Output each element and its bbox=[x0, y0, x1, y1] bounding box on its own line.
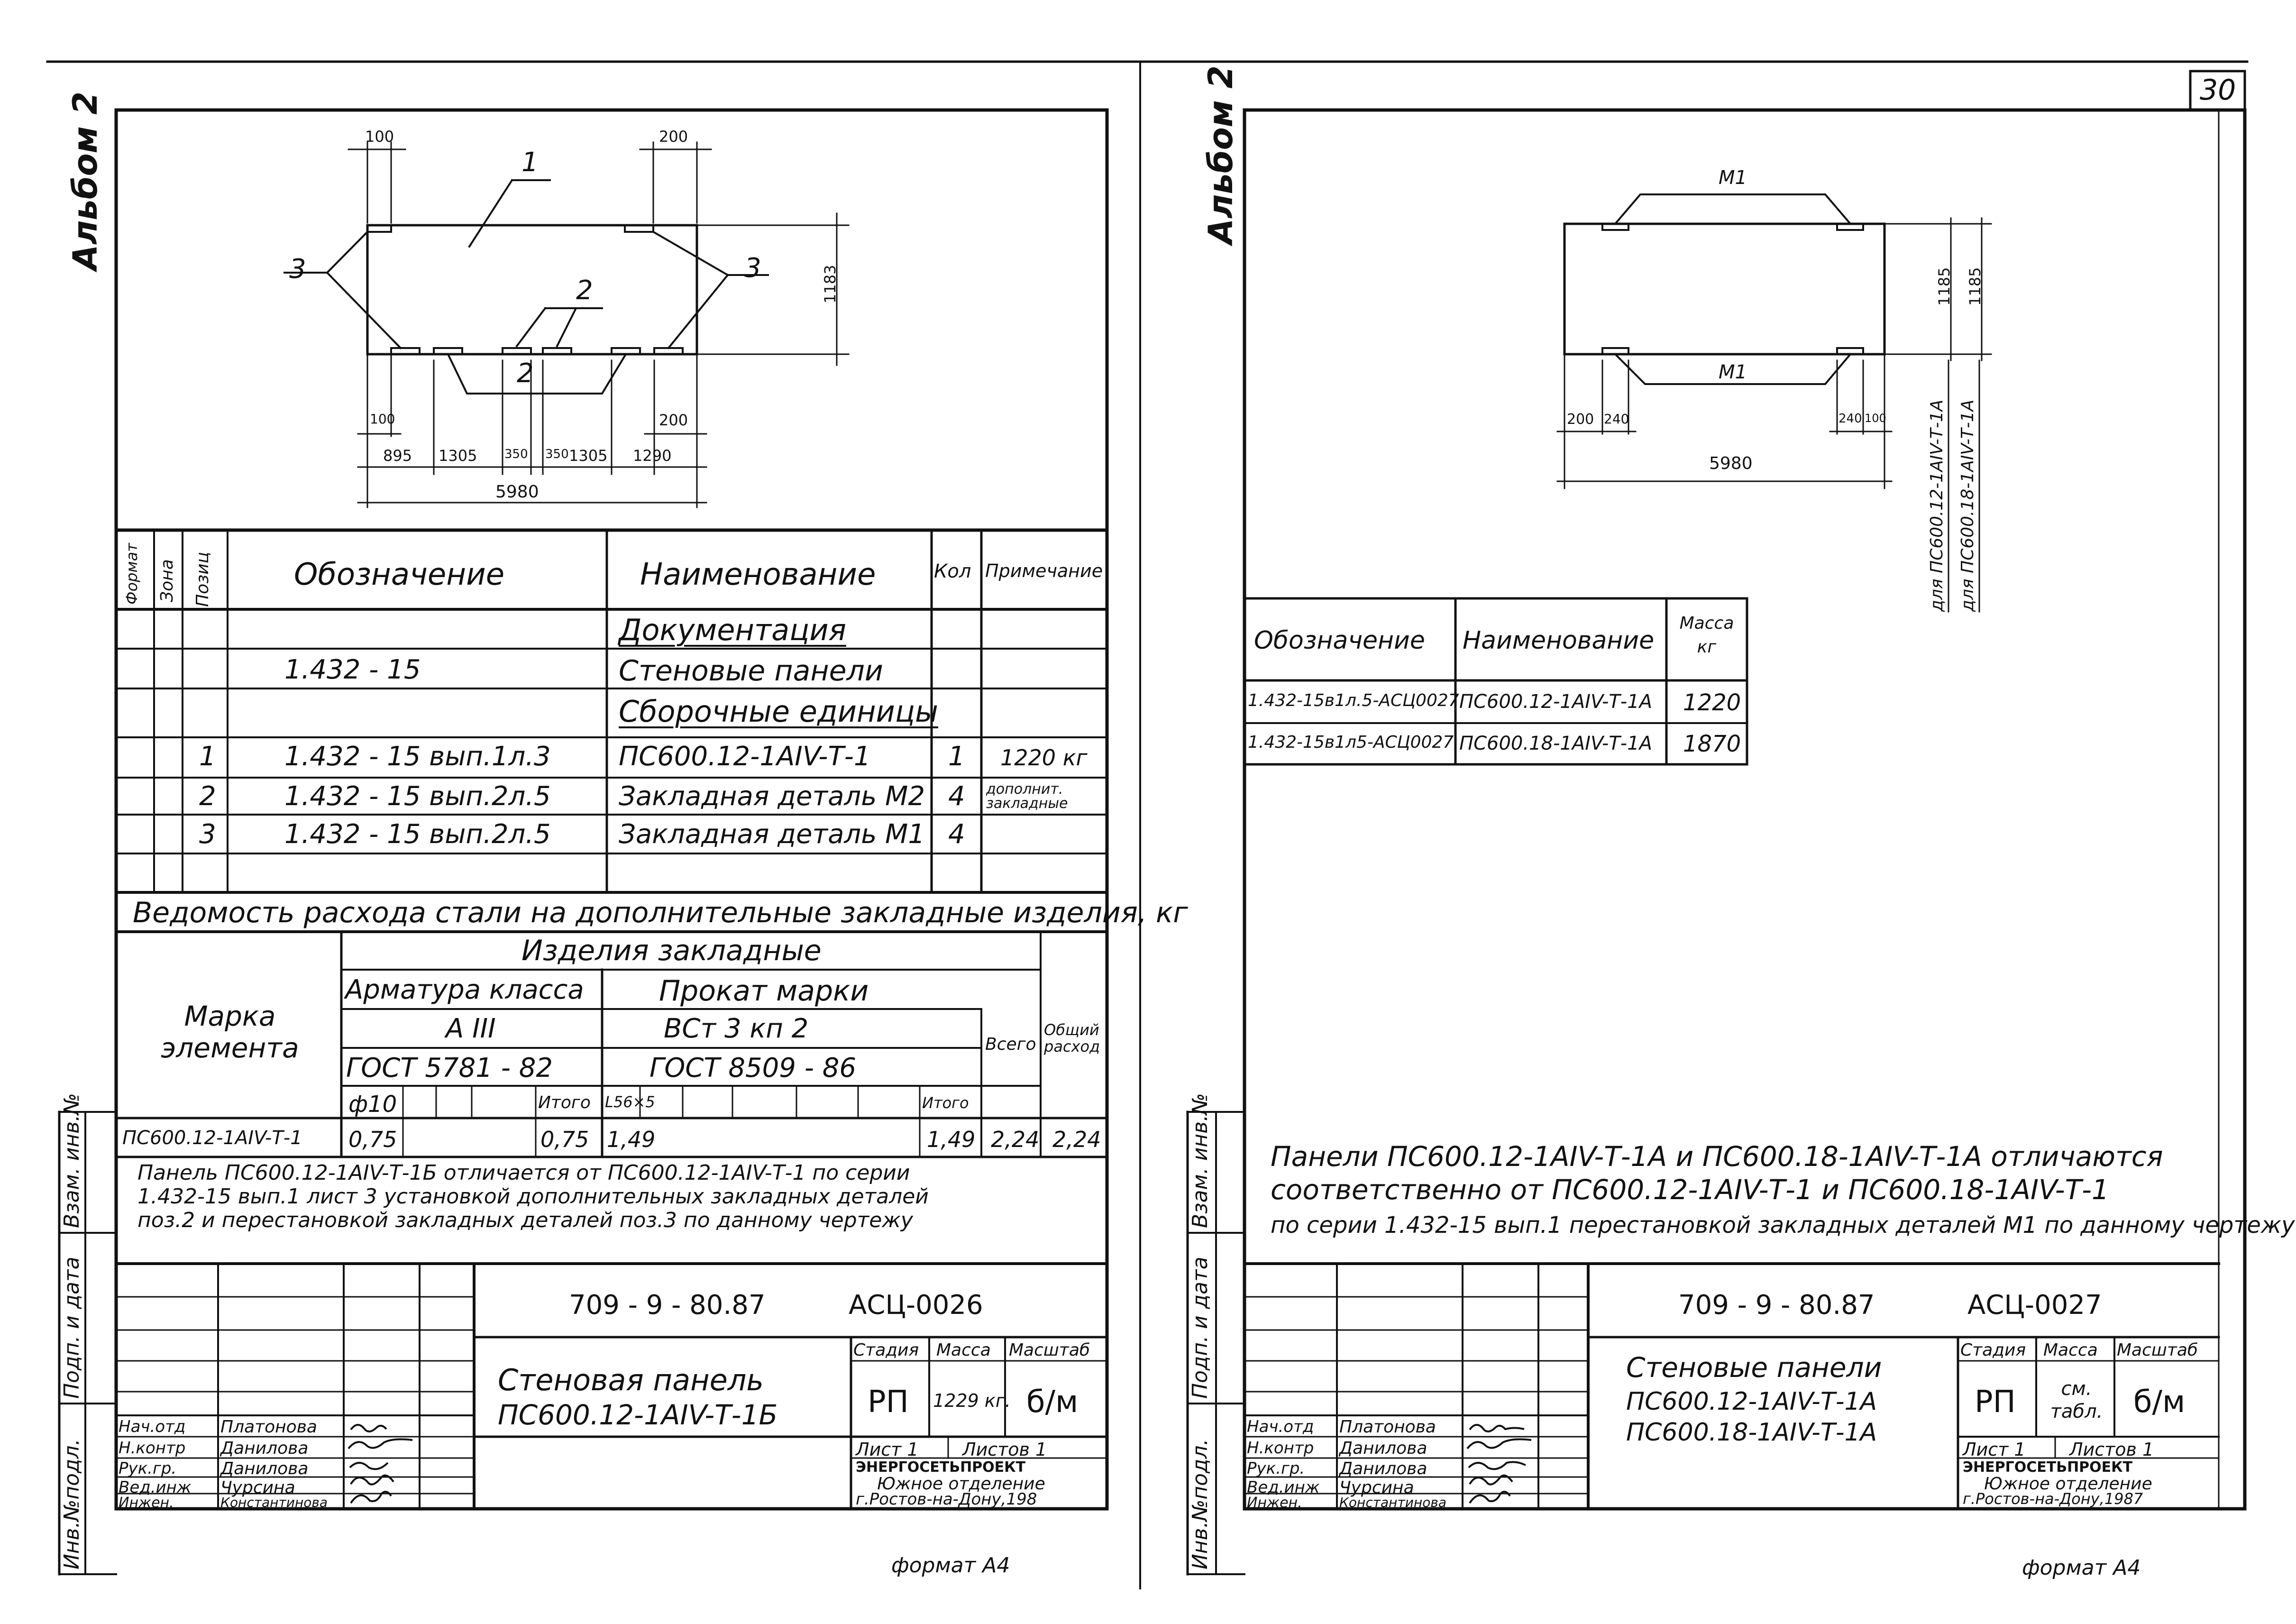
right-dim-h1: 1185 bbox=[1935, 267, 1953, 306]
steel-armatura: Арматура класса bbox=[345, 974, 584, 1005]
steel-row-d10: 0,75 bbox=[348, 1127, 397, 1152]
left-stamp-podp: Подп. и дата bbox=[60, 1257, 84, 1399]
mass-table-row-1-designation: 1.432-15в1л.5-АСЦ0027 bbox=[1248, 691, 1459, 710]
steel-prokat-gost: ГОСТ 8509 - 86 bbox=[649, 1053, 856, 1083]
spec-row-5-name: Закладная деталь М2 bbox=[619, 781, 925, 812]
spec-row-6-pos: 3 bbox=[199, 819, 216, 850]
left-tb-sheet-code: АСЦ-0026 bbox=[849, 1290, 983, 1321]
right-tb-role-1: Нач.отд bbox=[1247, 1417, 1314, 1436]
spec-header-qty: Кол bbox=[934, 560, 971, 582]
right-dim-h2: 1185 bbox=[1966, 267, 1984, 306]
right-tb-name-1: Платонова bbox=[1339, 1417, 1436, 1437]
left-tb-code: 709 - 9 - 80.87 bbox=[569, 1290, 766, 1321]
left-dim-chain-6: 1290 bbox=[633, 447, 672, 465]
steel-row-itogo2: 1,49 bbox=[927, 1127, 976, 1152]
right-tb-name-3: Данилова bbox=[1339, 1459, 1427, 1478]
right-tb-title1: Стеновые панели bbox=[1626, 1351, 1882, 1384]
right-for2: для ПС600.18-1АIV-Т-1А bbox=[1958, 399, 1977, 612]
left-dim-chain-1: 895 bbox=[383, 447, 412, 465]
mass-table-row-2-mass: 1870 bbox=[1683, 731, 1741, 757]
right-tb-name-4: Чурсина bbox=[1339, 1478, 1414, 1497]
right-format: формат А4 bbox=[2022, 1556, 2141, 1580]
right-tb-stage: РП bbox=[1975, 1385, 2016, 1420]
spec-row-2-name: Стеновые панели bbox=[619, 654, 883, 688]
left-callout-2b: 2 bbox=[517, 358, 534, 389]
steel-note-2: 1.432-15 вып.1 лист 3 установкой дополнительных закладных деталей bbox=[137, 1184, 929, 1209]
steel-prokat-mark: ВСт 3 кп 2 bbox=[664, 1013, 809, 1044]
right-stamp-podp: Подп. и дата bbox=[1188, 1257, 1212, 1399]
left-tb-mass: 1229 кг. bbox=[933, 1390, 1011, 1411]
steel-row-total: 2,24 bbox=[1052, 1127, 1101, 1152]
right-tb-scale: б/м bbox=[2133, 1385, 2186, 1420]
right-tb-code: 709 - 9 - 80.87 bbox=[1678, 1290, 1875, 1321]
right-tb-role-5: Инжен. bbox=[1247, 1495, 1302, 1511]
mass-table-header-mass: Масса кг bbox=[1679, 614, 1734, 657]
left-callout-2a: 2 bbox=[576, 275, 593, 306]
left-dim-b-left: 100 bbox=[370, 411, 395, 427]
steel-title: Ведомость расхода стали на дополнительные закладные изделия, кг bbox=[133, 896, 1188, 929]
left-tb-role-2: Н.контр bbox=[119, 1439, 186, 1458]
left-tb-name-3: Данилова bbox=[220, 1459, 309, 1478]
steel-row-mark: ПС600.12-1АIV-Т-1 bbox=[122, 1127, 302, 1149]
right-tb-mass: см. табл. bbox=[2050, 1378, 2103, 1422]
right-note-1: Панели ПС600.12-1АIV-Т-1А и ПС600.18-1АIV-Т-1А отличаются bbox=[1271, 1140, 2163, 1173]
spec-row-4-designation: 1.432 - 15 вып.1л.3 bbox=[284, 741, 551, 772]
right-tb-stage-h: Стадия bbox=[1960, 1340, 2026, 1360]
spec-header-name: Наименование bbox=[640, 557, 876, 592]
left-tb-title1: Стеновая панель bbox=[498, 1363, 764, 1397]
right-album-label: Альбом 2 bbox=[1201, 65, 1240, 244]
left-tb-name-2: Данилова bbox=[220, 1439, 309, 1458]
left-tb-mass-h: Масса bbox=[936, 1340, 991, 1360]
right-tb-org2: Южное отделение bbox=[1984, 1474, 2152, 1494]
left-tb-role-1: Нач.отд bbox=[119, 1417, 186, 1436]
left-tb-stage-h: Стадия bbox=[853, 1340, 919, 1360]
left-album-label: Альбом 2 bbox=[66, 92, 105, 270]
left-tb-sheets: Листов 1 bbox=[962, 1439, 1047, 1460]
steel-armatura-class: А III bbox=[446, 1013, 496, 1044]
left-tb-role-5: Инжен. bbox=[119, 1495, 174, 1511]
left-dim-chain-4: 350 bbox=[545, 447, 569, 461]
right-tb-role-4: Вед.инж bbox=[1247, 1478, 1320, 1497]
spec-row-5-designation: 1.432 - 15 вып.2л.5 bbox=[284, 781, 551, 812]
right-signatures bbox=[1465, 1418, 1541, 1508]
right-note-2: соответственно от ПС600.12-1АIV-Т-1 и ПС600.18-1АIV-Т-1 bbox=[1271, 1174, 2109, 1206]
spec-row-4-pos: 1 bbox=[199, 741, 216, 772]
left-format: формат А4 bbox=[891, 1553, 1010, 1578]
right-stamp-inv: Инв.№подл. bbox=[1188, 1439, 1212, 1569]
left-tb-org3: г.Ростов-на-Дону,198 bbox=[856, 1490, 1037, 1509]
steel-izdelia: Изделия закладные bbox=[521, 934, 822, 967]
spec-header-designation: Обозначение bbox=[294, 557, 505, 592]
left-tb-role-3: Рук.гр. bbox=[119, 1459, 177, 1478]
spec-row-4-name: ПС600.12-1АIV-Т-1 bbox=[619, 741, 871, 772]
left-signatures bbox=[346, 1418, 422, 1508]
spec-header-zone: Зона bbox=[157, 559, 177, 602]
steel-note-3: поз.2 и перестановкой закладных деталей поз.3 по данному чертежу bbox=[137, 1208, 913, 1232]
right-m1-top: М1 bbox=[1719, 167, 1747, 189]
left-tb-name-4: Чурсина bbox=[220, 1478, 295, 1497]
left-dim-b-right: 200 bbox=[659, 411, 688, 429]
steel-d10: ф10 bbox=[348, 1091, 397, 1118]
right-dim-b2: 240 bbox=[1604, 411, 1629, 427]
mass-table-header-designation: Обозначение bbox=[1254, 626, 1425, 655]
mass-table-row-2-name: ПС600.18-1АIV-Т-1А bbox=[1459, 733, 1653, 754]
steel-marka: Марка элемента bbox=[161, 1000, 299, 1064]
spec-row-1-name: Документация bbox=[619, 613, 846, 647]
right-tb-role-2: Н.контр bbox=[1247, 1439, 1314, 1458]
spec-row-5-note: дополнит. закладные bbox=[986, 781, 1068, 812]
right-dim-total: 5980 bbox=[1709, 454, 1753, 473]
left-tb-name-5: Константинова bbox=[220, 1495, 328, 1510]
right-tb-title2: ПС600.12-1АIV-Т-1А bbox=[1626, 1387, 1877, 1416]
left-dim-total: 5980 bbox=[495, 482, 539, 502]
spec-row-6-designation: 1.432 - 15 вып.2л.5 bbox=[284, 819, 551, 850]
right-tb-sheets: Листов 1 bbox=[2069, 1439, 2154, 1460]
left-dim-height: 1183 bbox=[821, 265, 839, 303]
right-tb-scale-h: Масштаб bbox=[2117, 1340, 2198, 1360]
right-for1: для ПС600.12-1АIV-Т-1А bbox=[1927, 399, 1947, 612]
left-dim-top-right: 200 bbox=[659, 128, 688, 146]
steel-row-vsego: 2,24 bbox=[991, 1127, 1040, 1152]
left-tb-stage: РП bbox=[868, 1385, 909, 1420]
spec-row-5-qty: 4 bbox=[948, 781, 965, 812]
spec-row-4-note: 1220 кг bbox=[1000, 745, 1088, 771]
steel-itogo1: Итого bbox=[538, 1093, 591, 1112]
spec-header-pos: Позиц bbox=[193, 551, 212, 607]
right-tb-name-2: Данилова bbox=[1339, 1439, 1427, 1458]
right-stamp-vzam: Взам. инв.№ bbox=[1188, 1093, 1212, 1228]
left-dim-chain-3: 350 bbox=[504, 447, 528, 461]
steel-prokat: Прокат марки bbox=[659, 974, 869, 1008]
right-tb-sheet-code: АСЦ-0027 bbox=[1967, 1290, 2102, 1321]
steel-row-l56: 1,49 bbox=[607, 1127, 656, 1152]
right-tb-title3: ПС600.18-1АIV-Т-1А bbox=[1626, 1418, 1877, 1447]
mass-table-header-name: Наименование bbox=[1463, 626, 1655, 655]
spec-row-4-qty: 1 bbox=[948, 741, 965, 772]
steel-vsego: Всего bbox=[985, 1035, 1036, 1054]
left-tb-sheet: Лист 1 bbox=[856, 1439, 919, 1460]
spec-row-6-name: Закладная деталь М1 bbox=[619, 819, 925, 850]
mass-table-row-2-designation: 1.432-15в1л5-АСЦ0027 bbox=[1248, 733, 1454, 752]
spec-header-format: Формат bbox=[123, 543, 141, 605]
right-m1-bottom: М1 bbox=[1719, 361, 1747, 383]
right-dim-b4: 100 bbox=[1865, 412, 1886, 425]
left-callout-3b: 3 bbox=[744, 253, 761, 284]
right-note-3: по серии 1.432-15 вып.1 перестановкой закладных деталей М1 по данному чертежу bbox=[1271, 1212, 2295, 1239]
right-tb-sheet: Лист 1 bbox=[1963, 1439, 2026, 1460]
left-tb-role-4: Вед.инж bbox=[119, 1478, 192, 1497]
left-stamp-vzam: Взам. инв.№ bbox=[60, 1093, 84, 1228]
left-stamp-inv: Инв.№подл. bbox=[60, 1439, 84, 1569]
steel-itogo2: Итого bbox=[922, 1094, 969, 1112]
steel-armatura-gost: ГОСТ 5781 - 82 bbox=[346, 1053, 553, 1083]
right-tb-mass-h: Масса bbox=[2043, 1340, 2098, 1360]
right-tb-name-5: Константинова bbox=[1339, 1495, 1447, 1510]
steel-note-1: Панель ПС600.12-1АIV-Т-1Б отличается от ПС600.12-1АIV-Т-1 по серии bbox=[137, 1161, 910, 1185]
left-tb-org2: Южное отделение bbox=[877, 1474, 1045, 1494]
spec-row-3-name: Сборочные единицы bbox=[619, 694, 939, 729]
right-tb-role-3: Рук.гр. bbox=[1247, 1459, 1305, 1478]
left-dim-top-left: 100 bbox=[365, 128, 394, 146]
right-dim-b3: 240 bbox=[1839, 412, 1862, 426]
left-callout-3a: 3 bbox=[289, 254, 306, 284]
mass-table-row-1-name: ПС600.12-1АIV-Т-1А bbox=[1459, 691, 1653, 713]
spec-row-6-qty: 4 bbox=[948, 819, 965, 850]
spec-header-note: Примечание bbox=[985, 560, 1103, 581]
spec-row-2-designation: 1.432 - 15 bbox=[284, 654, 421, 685]
left-tb-scale: б/м bbox=[1026, 1385, 1079, 1420]
left-dim-chain-2: 1305 bbox=[439, 447, 477, 465]
steel-l56: L56×5 bbox=[605, 1093, 655, 1111]
spec-row-5-pos: 2 bbox=[199, 781, 216, 812]
left-tb-name-1: Платонова bbox=[220, 1417, 317, 1437]
left-tb-scale-h: Масштаб bbox=[1009, 1340, 1090, 1360]
right-tb-org3: г.Ростов-на-Дону,1987 bbox=[1963, 1490, 2143, 1508]
left-tb-title2: ПС600.12-1АIV-Т-1Б bbox=[498, 1399, 778, 1431]
steel-obshiy: Общий расход bbox=[1044, 1021, 1100, 1056]
left-tb-org1: ЭНЕРГОСЕТЬПРОЕКТ bbox=[856, 1459, 1026, 1476]
left-callout-1: 1 bbox=[521, 147, 539, 178]
page-number: 30 bbox=[2200, 73, 2236, 107]
right-dim-b1: 200 bbox=[1567, 411, 1594, 428]
mass-table-row-1-mass: 1220 bbox=[1683, 689, 1741, 716]
steel-row-itogo1: 0,75 bbox=[540, 1127, 589, 1152]
right-tb-org1: ЭНЕРГОСЕТЬПРОЕКТ bbox=[1963, 1459, 2133, 1476]
left-dim-chain-5: 1305 bbox=[569, 447, 608, 465]
